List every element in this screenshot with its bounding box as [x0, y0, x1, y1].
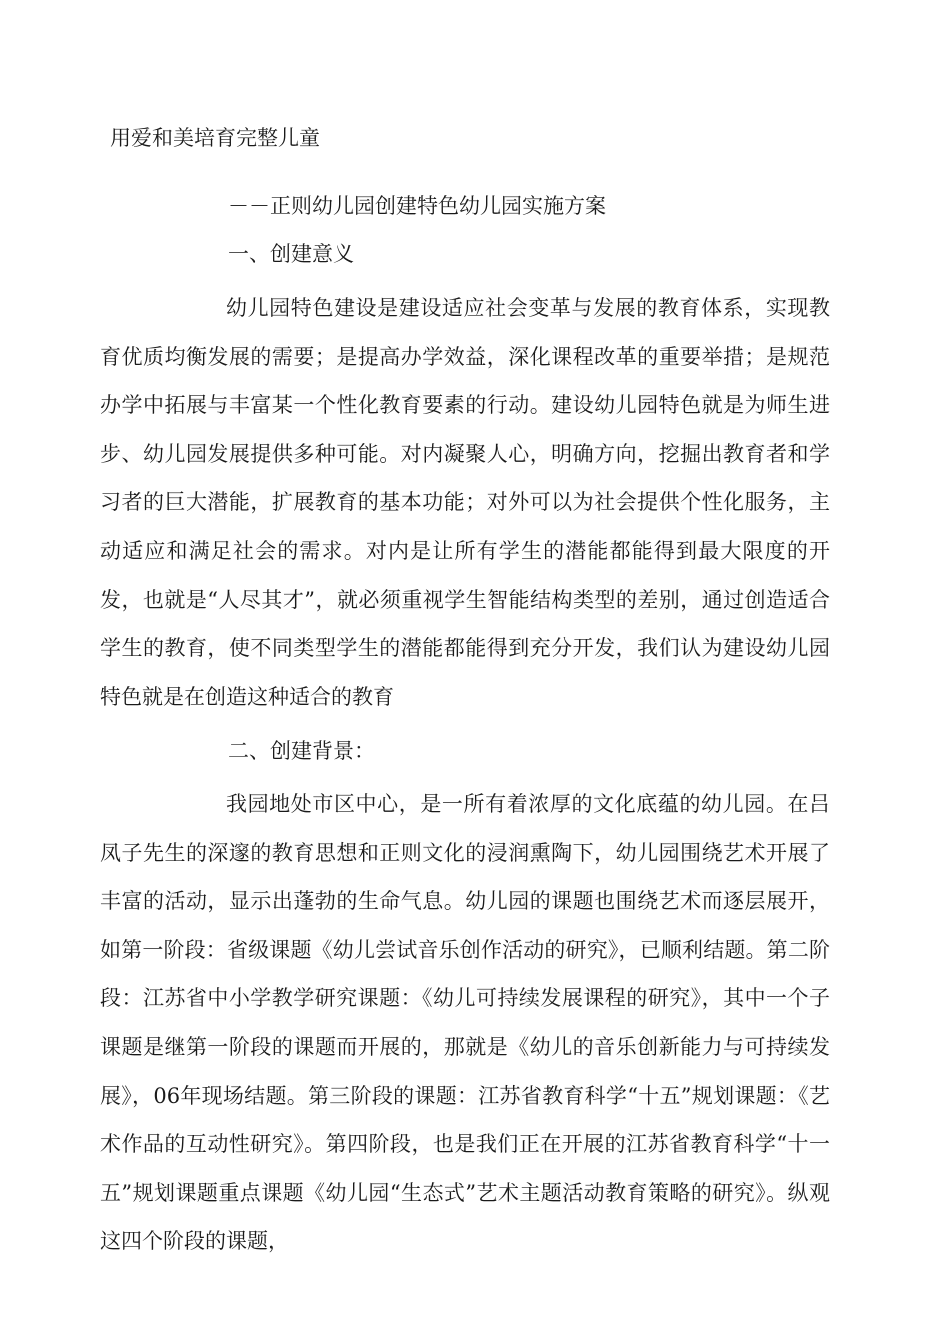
section-paragraph-background: 我园地处市区中心，是一所有着浓厚的文化底蕴的幼儿园。在吕凤子先生的深邃的教育思想和正则文化的浸润熏陶下，幼儿园围绕艺术开展了丰富的活动，显示出蓬勃的生命气息。幼儿园的课题也围绕艺术而逐层展开，如第一阶段：省级课题《幼儿尝试音乐创作活动的研究》，已顺利结题。第二阶段：江苏省中小学教学研究课题：《幼儿可持续发展课程的研究》，其中一个子课题是继第一阶段的课题而开展的，那就是《幼儿的音乐创新能力与可持续发展》，06年现场结题。第三阶段的课题：江苏省教育科学“十五”规划课题：《艺术作品的互动性研究》。第四阶段，也是我们正在开展的江苏省教育科学“十一五”规划课题重点课题《幼儿园“生态式”艺术主题活动教育策略的研究》。纵观这四个阶段的课题，	[100, 792, 830, 1254]
section-heading-significance: 一、创建意义	[228, 242, 354, 266]
section-heading-background: 二、创建背景：	[228, 739, 375, 763]
document-title: 用爱和美培育完整儿童	[110, 126, 320, 150]
document-subtitle: －－正则幼儿园创建特色幼儿园实施方案	[228, 194, 606, 218]
section-paragraph-significance: 幼儿园特色建设是建设适应社会变革与发展的教育体系，实现教育优质均衡发展的需要；是提高办学效益，深化课程改革的重要举措；是规范办学中拓展与丰富某一个性化教育要素的行动。建设幼儿园特色就是为师生进步、幼儿园发展提供多种可能。对内凝聚人心，明确方向，挖掘出教育者和学习者的巨大潜能，扩展教育的基本功能；对外可以为社会提供个性化服务，主动适应和满足社会的需求。对内是让所有学生的潜能都能得到最大限度的开发，也就是“人尽其才”，就必须重视学生智能结构类型的差别，通过创造适合学生的教育，使不同类型学生的潜能都能得到充分开发，我们认为建设幼儿园特色就是在创造这种适合的教育	[100, 296, 830, 709]
